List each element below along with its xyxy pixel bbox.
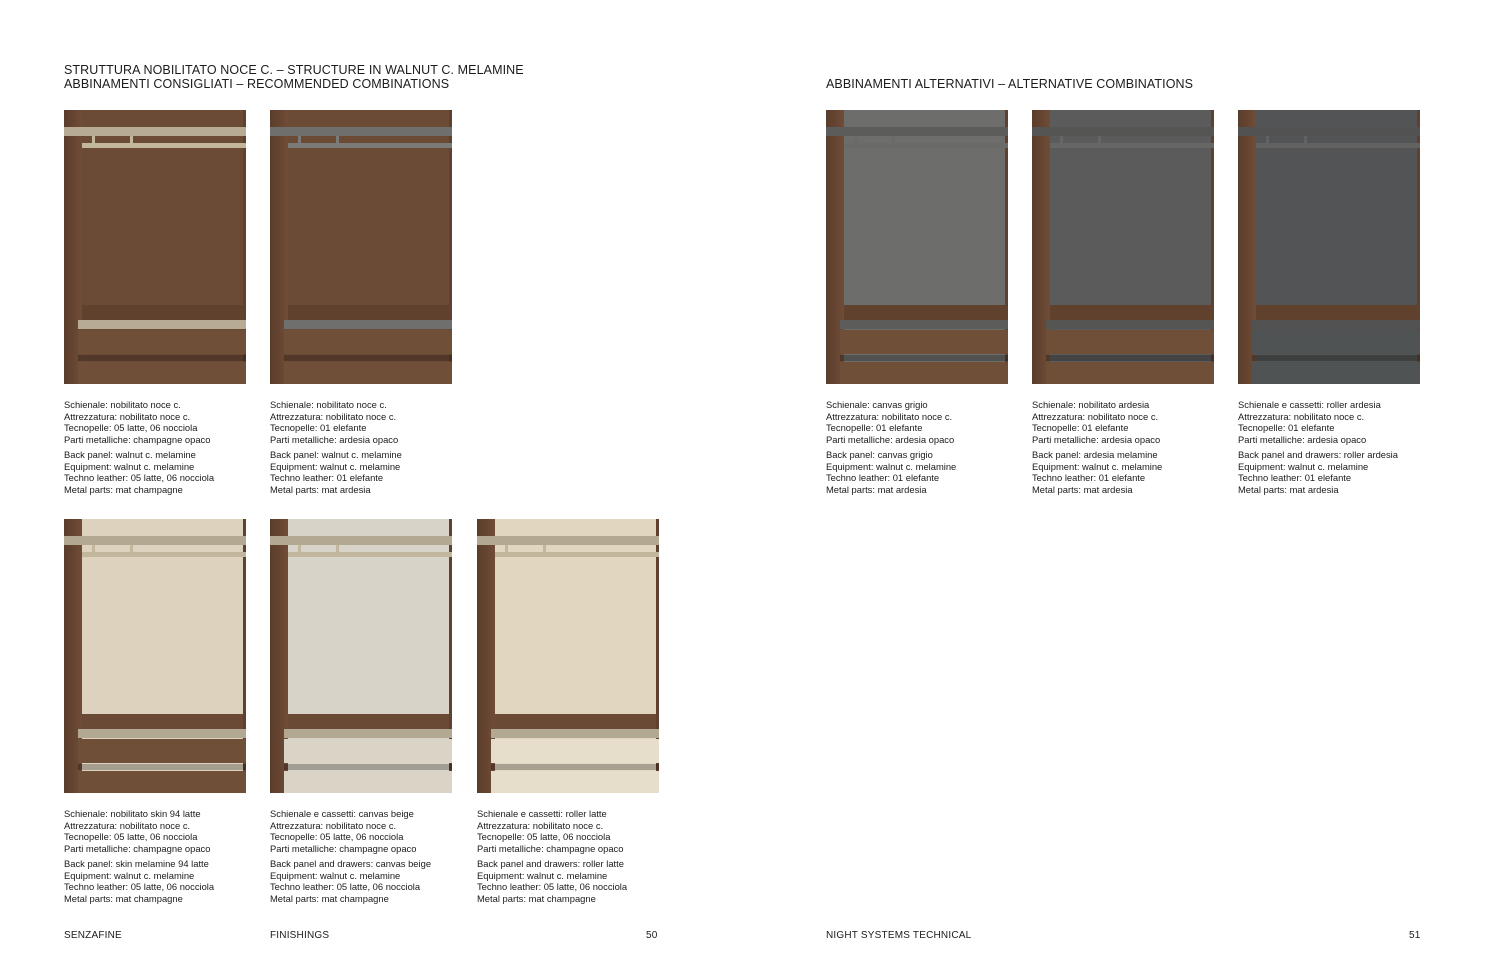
drawer-gap: [491, 764, 659, 770]
caption-line: Parti metalliche: champagne opaco: [477, 842, 624, 854]
finish-caption: [270, 399, 452, 495]
drawer-front: [1252, 362, 1420, 384]
rail-bracket: [130, 545, 133, 557]
finish-caption: [1032, 399, 1214, 495]
caption-line: Tecnopelle: 01 elefante: [1238, 422, 1335, 433]
hanging-rail: [495, 552, 659, 557]
left-page-heading: [64, 63, 524, 91]
caption-line: Tecnopelle: 05 latte, 06 nocciola: [64, 831, 198, 842]
back-panel: [844, 110, 1005, 305]
caption-line: Attrezzatura: nobilitato noce c.: [1032, 410, 1159, 422]
drawer-gap: [840, 355, 1008, 361]
caption-line: Metal parts: mat ardesia: [826, 483, 927, 495]
caption-line: Metal parts: mat champagne: [270, 892, 389, 904]
hanging-rail: [1050, 143, 1214, 148]
base-shelf: [1050, 305, 1211, 320]
caption-line: Equipment: walnut c. melamine: [826, 460, 957, 472]
caption-italian: [270, 808, 452, 854]
top-shelf: [1238, 127, 1420, 136]
drawer-top-strip: [1046, 320, 1214, 329]
drawer-front: [284, 771, 452, 793]
base-shelf: [288, 305, 449, 320]
caption-line: Parti metalliche: ardesia opaco: [1032, 433, 1161, 445]
caption-line: Parti metalliche: champagne opaco: [64, 842, 211, 854]
caption-english: [1032, 449, 1214, 495]
footer-section-left: FINISHINGS: [270, 930, 330, 941]
caption-line: Techno leather: 01 elefante: [270, 472, 384, 483]
drawer-gap: [1046, 355, 1214, 361]
rail-bracket: [1304, 136, 1307, 148]
drawer-gap: [284, 764, 452, 770]
caption-line: Equipment: walnut c. melamine: [477, 869, 608, 881]
caption-line: Attrezzatura: nobilitato noce c.: [64, 410, 191, 422]
finish-card: [64, 110, 246, 499]
drawer-front: [78, 739, 246, 763]
base-shelf: [1256, 305, 1417, 320]
caption-line: Tecnopelle: 01 elefante: [826, 422, 923, 433]
footer-brand: SENZAFINE: [64, 930, 122, 941]
finish-card: [270, 110, 452, 499]
hanging-rail: [844, 143, 1008, 148]
rail-bracket: [505, 545, 508, 557]
caption-english: [64, 858, 246, 904]
top-shelf: [64, 536, 246, 545]
rail-bracket: [92, 136, 95, 148]
back-panel: [288, 519, 449, 714]
caption-line: Parti metalliche: champagne opaco: [64, 433, 211, 445]
caption-italian: [826, 399, 1008, 445]
caption-line: Techno leather: 05 latte, 06 nocciola: [64, 472, 215, 483]
heading-line-recommended: ABBINAMENTI CONSIGLIATI – RECOMMENDED COMBINATIONS: [64, 77, 450, 91]
caption-english: [1238, 449, 1420, 495]
finish-caption: [64, 808, 246, 904]
caption-line: Back panel: skin melamine 94 latte: [64, 858, 209, 869]
caption-line: Equipment: walnut c. melamine: [1032, 460, 1163, 472]
finish-card: [477, 519, 659, 908]
caption-line: Schienale: canvas grigio: [826, 399, 928, 410]
wardrobe-finish-swatch: [826, 110, 1008, 384]
caption-line: Metal parts: mat champagne: [477, 892, 596, 904]
caption-line: Metal parts: mat ardesia: [270, 483, 371, 495]
rail-bracket: [336, 545, 339, 557]
finish-caption: [64, 399, 246, 495]
hanging-rail: [82, 552, 246, 557]
footer-section-right: NIGHT SYSTEMS TECHNICAL: [826, 930, 972, 941]
drawer-front: [491, 739, 659, 763]
back-panel: [495, 519, 656, 714]
caption-line: Parti metalliche: ardesia opaco: [270, 433, 399, 445]
drawer-top-strip: [284, 320, 452, 329]
caption-line: Schienale: nobilitato noce c.: [270, 399, 387, 410]
hanging-rail: [82, 143, 246, 148]
caption-line: Attrezzatura: nobilitato noce c.: [826, 410, 953, 422]
right-page-heading: [826, 77, 1193, 91]
caption-line: Equipment: walnut c. melamine: [64, 869, 195, 881]
drawer-top-strip: [284, 729, 452, 738]
drawer-front: [284, 330, 452, 354]
drawer-gap: [1252, 355, 1420, 361]
finish-caption: [477, 808, 659, 904]
page-number-left: 50: [646, 930, 658, 941]
caption-line: Schienale e cassetti: canvas beige: [270, 808, 414, 819]
caption-line: Back panel: walnut c. melamine: [270, 449, 402, 460]
caption-line: Attrezzatura: nobilitato noce c.: [477, 819, 604, 831]
caption-italian: [64, 808, 246, 854]
caption-line: Attrezzatura: nobilitato noce c.: [64, 819, 191, 831]
drawer-front: [840, 330, 1008, 354]
drawer-top-strip: [1252, 320, 1420, 329]
caption-line: Back panel and drawers: roller latte: [477, 858, 624, 869]
rail-bracket: [130, 136, 133, 148]
wardrobe-finish-swatch: [1032, 110, 1214, 384]
base-shelf: [82, 714, 243, 729]
caption-line: Attrezzatura: nobilitato noce c.: [270, 819, 397, 831]
base-shelf: [495, 714, 656, 729]
caption-line: Equipment: walnut c. melamine: [64, 460, 195, 472]
wardrobe-finish-swatch: [64, 110, 246, 384]
rail-bracket: [298, 136, 301, 148]
drawer-front: [284, 739, 452, 763]
caption-italian: [64, 399, 246, 445]
back-panel: [82, 110, 243, 305]
caption-line: Metal parts: mat ardesia: [1238, 483, 1339, 495]
finish-card: [270, 519, 452, 908]
caption-line: Equipment: walnut c. melamine: [270, 460, 401, 472]
wardrobe-finish-swatch: [64, 519, 246, 793]
caption-english: [270, 858, 452, 904]
caption-line: Back panel: canvas grigio: [826, 449, 933, 460]
caption-line: Techno leather: 01 elefante: [826, 472, 940, 483]
caption-line: Schienale: nobilitato ardesia: [1032, 399, 1150, 410]
caption-line: Parti metalliche: ardesia opaco: [826, 433, 955, 445]
finish-caption: [826, 399, 1008, 495]
caption-line: Back panel and drawers: roller ardesia: [1238, 449, 1398, 460]
rail-bracket: [1266, 136, 1269, 148]
caption-line: Tecnopelle: 01 elefante: [270, 422, 367, 433]
heading-line-structure: STRUTTURA NOBILITATO NOCE C. – STRUCTURE IN WALNUT C. MELAMINE: [64, 63, 524, 77]
caption-line: Tecnopelle: 05 latte, 06 nocciola: [270, 831, 404, 842]
caption-line: Techno leather: 01 elefante: [1238, 472, 1352, 483]
base-shelf: [844, 305, 1005, 320]
caption-english: [270, 449, 452, 495]
finish-card: [1032, 110, 1214, 499]
caption-line: Back panel: ardesia melamine: [1032, 449, 1158, 460]
back-panel: [1256, 110, 1417, 305]
drawer-gap: [78, 764, 246, 770]
drawer-top-strip: [491, 729, 659, 738]
caption-line: Attrezzatura: nobilitato noce c.: [1238, 410, 1365, 422]
caption-line: Techno leather: 05 latte, 06 nocciola: [477, 881, 628, 892]
drawer-front: [78, 330, 246, 354]
caption-line: Parti metalliche: ardesia opaco: [1238, 433, 1367, 445]
caption-line: Techno leather: 05 latte, 06 nocciola: [270, 881, 421, 892]
back-panel: [82, 519, 243, 714]
heading-line-alternative: ABBINAMENTI ALTERNATIVI – ALTERNATIVE COMBINATIONS: [826, 77, 1194, 91]
top-shelf: [477, 536, 659, 545]
caption-italian: [1032, 399, 1214, 445]
base-shelf: [82, 305, 243, 320]
top-shelf: [64, 127, 246, 136]
hanging-rail: [1256, 143, 1420, 148]
caption-line: Attrezzatura: nobilitato noce c.: [270, 410, 397, 422]
wardrobe-finish-swatch: [270, 110, 452, 384]
caption-italian: [270, 399, 452, 445]
drawer-front: [284, 362, 452, 384]
back-panel: [288, 110, 449, 305]
top-shelf: [1032, 127, 1214, 136]
rail-bracket: [854, 136, 857, 148]
drawer-front: [840, 362, 1008, 384]
drawer-front: [1046, 362, 1214, 384]
caption-line: Back panel and drawers: canvas beige: [270, 858, 432, 869]
caption-line: Parti metalliche: champagne opaco: [270, 842, 417, 854]
back-panel: [1050, 110, 1211, 305]
wardrobe-finish-swatch: [270, 519, 452, 793]
wardrobe-finish-swatch: [477, 519, 659, 793]
drawer-front: [78, 362, 246, 384]
caption-line: Equipment: walnut c. melamine: [1238, 460, 1369, 472]
top-shelf: [826, 127, 1008, 136]
drawer-top-strip: [78, 729, 246, 738]
caption-line: Schienale: nobilitato noce c.: [64, 399, 181, 410]
caption-line: Techno leather: 01 elefante: [1032, 472, 1146, 483]
caption-line: Metal parts: mat champagne: [64, 483, 183, 495]
drawer-front: [1252, 330, 1420, 354]
caption-english: [826, 449, 1008, 495]
finish-card: [1238, 110, 1420, 499]
caption-english: [477, 858, 659, 904]
caption-line: Tecnopelle: 05 latte, 06 nocciola: [64, 422, 198, 433]
drawer-front: [78, 771, 246, 793]
finish-card: [826, 110, 1008, 499]
rail-bracket: [298, 545, 301, 557]
base-shelf: [288, 714, 449, 729]
caption-line: Metal parts: mat champagne: [64, 892, 183, 904]
caption-line: Metal parts: mat ardesia: [1032, 483, 1133, 495]
drawer-top-strip: [840, 320, 1008, 329]
finish-caption: [270, 808, 452, 904]
hanging-rail: [288, 552, 452, 557]
rail-bracket: [1098, 136, 1101, 148]
rail-bracket: [92, 545, 95, 557]
page-number-right: 51: [1409, 930, 1421, 941]
top-shelf: [270, 536, 452, 545]
caption-line: Back panel: walnut c. melamine: [64, 449, 196, 460]
drawer-gap: [284, 355, 452, 361]
caption-italian: [1238, 399, 1420, 445]
caption-line: Schienale e cassetti: roller ardesia: [1238, 399, 1381, 410]
finish-card: [64, 519, 246, 908]
rail-bracket: [543, 545, 546, 557]
caption-italian: [477, 808, 659, 854]
caption-line: Tecnopelle: 01 elefante: [1032, 422, 1129, 433]
drawer-front: [491, 771, 659, 793]
caption-line: Schienale: nobilitato skin 94 latte: [64, 808, 201, 819]
top-shelf: [270, 127, 452, 136]
drawer-gap: [78, 355, 246, 361]
finish-caption: [1238, 399, 1420, 495]
caption-line: Equipment: walnut c. melamine: [270, 869, 401, 881]
rail-bracket: [336, 136, 339, 148]
caption-english: [64, 449, 246, 495]
caption-line: Schienale e cassetti: roller latte: [477, 808, 607, 819]
drawer-front: [1046, 330, 1214, 354]
rail-bracket: [1060, 136, 1063, 148]
caption-line: Tecnopelle: 05 latte, 06 nocciola: [477, 831, 611, 842]
drawer-top-strip: [78, 320, 246, 329]
rail-bracket: [892, 136, 895, 148]
hanging-rail: [288, 143, 452, 148]
wardrobe-finish-swatch: [1238, 110, 1420, 384]
caption-line: Techno leather: 05 latte, 06 nocciola: [64, 881, 215, 892]
